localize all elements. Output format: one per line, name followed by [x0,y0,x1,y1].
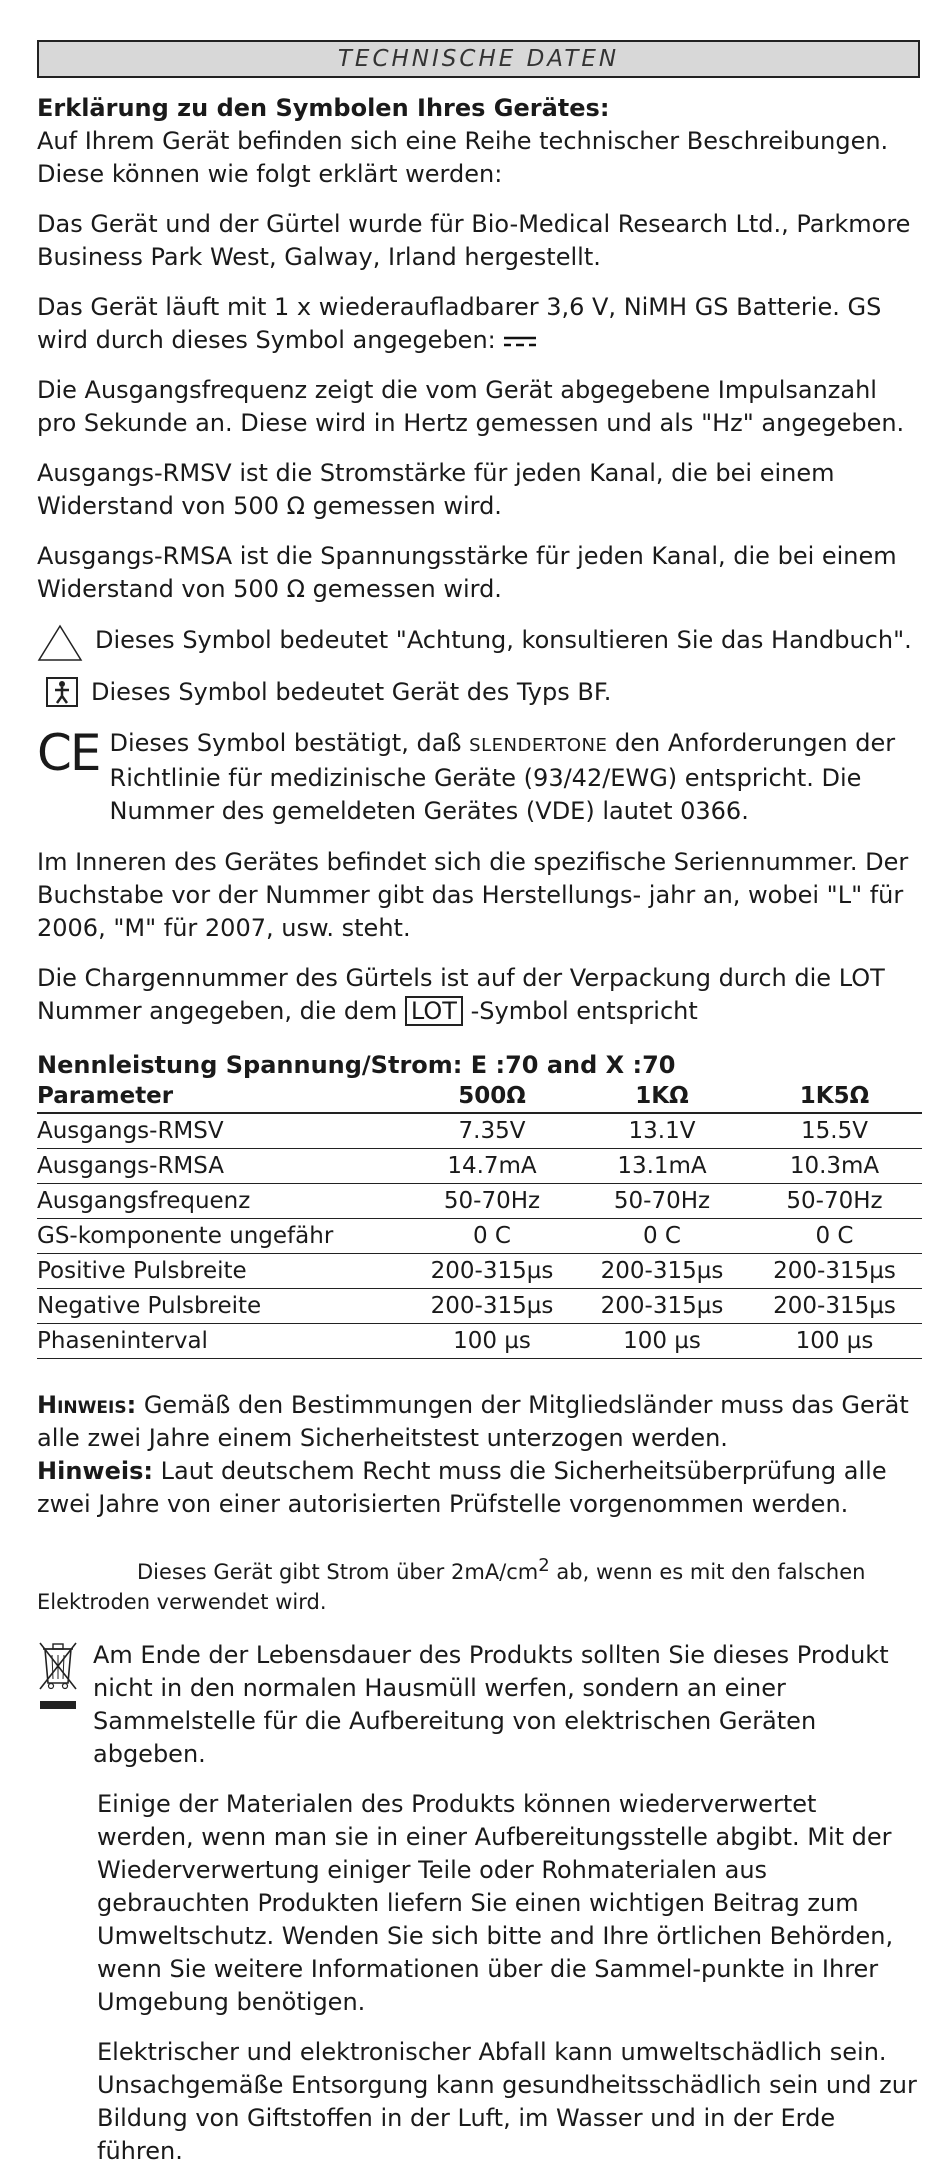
table-row [37,1184,922,1219]
table-cell: 13.1mA [577,1149,747,1184]
table-cell: Phaseninterval [37,1324,407,1359]
note-text: Laut deutschem Recht muss die Sicherheitsüberprüfung alle zwei Jahre von einer autorisierten Prüfstelle vorgenommen werden. [37,1457,887,1518]
table-cell: 50-70Hz [747,1184,922,1219]
ce-mark-icon: CE [37,724,100,782]
warning-triangle-icon [37,624,83,662]
spec-table [37,1080,922,1359]
weee-paragraph-3: Elektrischer und elektronischer Abfall kann umweltschädlich sein. Unsachgemäße Entsorgung kann gesundheitsschädlich sein und zur Bildung von Giftstoffen in der Luft, im Wasser und in der Erde führen. [97,2038,917,2165]
current-warning-note [37,1551,920,1617]
table-cell: 15.5V [747,1113,922,1149]
weee-details [37,1788,920,2168]
lot-paragraph [37,962,920,1028]
note-label: Hinweis: [37,1457,153,1485]
symbols-heading: Erklärung zu den Symbolen Ihres Gerätes: [37,94,610,122]
battery-text: Das Gerät läuft mit 1 x wiederaufladbarer 3,6 V, NiMH GS Batterie. GS wird durch dieses Symbol angegeben: [37,293,882,354]
crossed-bin-icon [37,1639,79,1715]
table-row [37,1324,922,1359]
table-cell: 0 C [407,1219,577,1254]
table-row [37,1289,922,1324]
table-cell: 50-70Hz [407,1184,577,1219]
manufacturer-paragraph: Das Gerät und der Gürtel wurde für Bio-Medical Research Ltd., Parkmore Business Park West, Galway, Irland hergestellt. [37,210,911,271]
lot-text-before: Die Chargennummer des Gürtels ist auf der Verpackung durch die LOT Nummer angegeben, die dem [37,964,885,1025]
ce-symbol-row [37,724,920,828]
type-bf-icon [45,676,79,708]
lot-text-after: -Symbol entspricht [470,997,698,1025]
ce-text-before: Dieses Symbol bestätigt, daß [109,729,462,757]
rmsv-paragraph: Ausgangs-RMSV ist die Stromstärke für jeden Kanal, die bei einem Widerstand von 500 Ω gemessen wird. [37,459,835,520]
table-cell: 200-315µs [577,1254,747,1289]
table-row [37,1149,922,1184]
spec-title: Nennleistung Spannung/Strom: E :70 and X :70 [37,1051,676,1079]
note-safety-test [37,1389,920,1455]
table-header-row [37,1080,922,1113]
weee-section [37,1639,920,1771]
note-text: Gemäß den Bestimmungen der Mitgliedsländer muss das Gerät alle zwei Jahre einem Sicherheitstest unterzogen werden. [37,1391,909,1452]
table-cell: 14.7mA [407,1149,577,1184]
brand-name: SLENDERTONE [469,735,608,756]
bf-symbol-row [37,676,920,709]
warning-symbol-row [37,624,920,662]
serial-paragraph: Im Inneren des Gerätes befindet sich die spezifische Seriennummer. Der Buchstabe vor der Nummer gibt das Herstellungs- jahr an, wobei "L" für 2006, "M" für 2007, usw. steht. [37,848,909,942]
table-cell: 200-315µs [407,1254,577,1289]
table-cell: 13.1V [577,1113,747,1149]
table-cell: 7.35V [407,1113,577,1149]
table-cell: 0 C [577,1219,747,1254]
current-note-text-after: ab, wenn es mit den falschen Elektroden verwendet wird. [37,1560,866,1614]
table-cell: 200-315µs [747,1289,922,1324]
weee-paragraph-2: Einige der Materialen des Produkts können wiederverwertet werden, wenn man sie in einer Aufbereitungsstelle abgibt. Mit der Wiederverwertung einiger Teile oder Rohmaterialen aus gebrauchten Produkten liefern Sie einen wichtigen Beitrag zum Umweltschutz. Wenden Sie sich bitte and Ihre örtlichen Behörden, wenn Sie weitere Informationen über die Sammel-punkte in Ihrer Umgebung benötigen. [97,1790,894,2016]
table-cell: 100 µs [407,1324,577,1359]
table-cell: Ausgangs-RMSA [37,1149,407,1184]
table-cell: 200-315µs [747,1254,922,1289]
column-header: 1KΩ [577,1080,747,1113]
column-header: 1K5Ω [747,1080,922,1113]
warning-symbol-text: Dieses Symbol bedeutet "Achtung, konsultieren Sie das Handbuch". [95,626,912,654]
section-banner: TECHNISCHE DATEN [37,40,920,78]
table-cell: Ausgangsfrequenz [37,1184,407,1219]
table-cell: GS-komponente ungefähr [37,1219,407,1254]
table-cell: Positive Pulsbreite [37,1254,407,1289]
table-row [37,1219,922,1254]
note-label: Hinweis: [37,1391,137,1419]
direct-current-icon [502,334,538,348]
column-header: 500Ω [407,1080,577,1113]
weee-paragraph-1: Am Ende der Lebensdauer des Produkts sollten Sie dieses Produkt nicht in den normalen Hausmüll werfen, sondern an einer Sammelstelle für die Aufbereitung von elektrischen Geräten abgeben. [93,1641,889,1768]
bf-symbol-text: Dieses Symbol bedeutet Gerät des Typs BF. [91,678,612,706]
table-row [37,1254,922,1289]
table-row [37,1113,922,1149]
table-cell: 100 µs [577,1324,747,1359]
note-german-law [37,1455,920,1521]
rmsa-paragraph: Ausgangs-RMSA ist die Spannungsstärke für jeden Kanal, die bei einem Widerstand von 500 Ω gemessen wird. [37,542,897,603]
ce-text-after: den Anforderungen der Richtlinie für medizinische Geräte (93/42/EWG) entspricht. Die Nummer des gemeldeten Gerätes (VDE) lautet 0366. [109,729,896,825]
table-cell: 0 C [747,1219,922,1254]
current-note-text: Dieses Gerät gibt Strom über 2mA/cm [137,1560,539,1584]
table-cell: 50-70Hz [577,1184,747,1219]
table-cell: 200-315µs [407,1289,577,1324]
battery-paragraph [37,291,920,357]
ce-paragraph [110,727,920,828]
table-cell: Negative Pulsbreite [37,1289,407,1324]
table-cell: Ausgangs-RMSV [37,1113,407,1149]
intro-paragraph: Auf Ihrem Gerät befinden sich eine Reihe technischer Beschreibungen. Diese können wie folgt erklärt werden: [37,127,889,188]
lot-symbol: LOT [405,996,463,1026]
table-cell: 200-315µs [577,1289,747,1324]
frequency-paragraph: Die Ausgangsfrequenz zeigt die vom Gerät abgegebene Impulsanzahl pro Sekunde an. Diese wird in Hertz gemessen und als "Hz" angegeben. [37,376,905,437]
table-cell: 10.3mA [747,1149,922,1184]
column-header: Parameter [37,1080,407,1113]
superscript: 2 [538,1555,550,1576]
table-cell: 100 µs [747,1324,922,1359]
